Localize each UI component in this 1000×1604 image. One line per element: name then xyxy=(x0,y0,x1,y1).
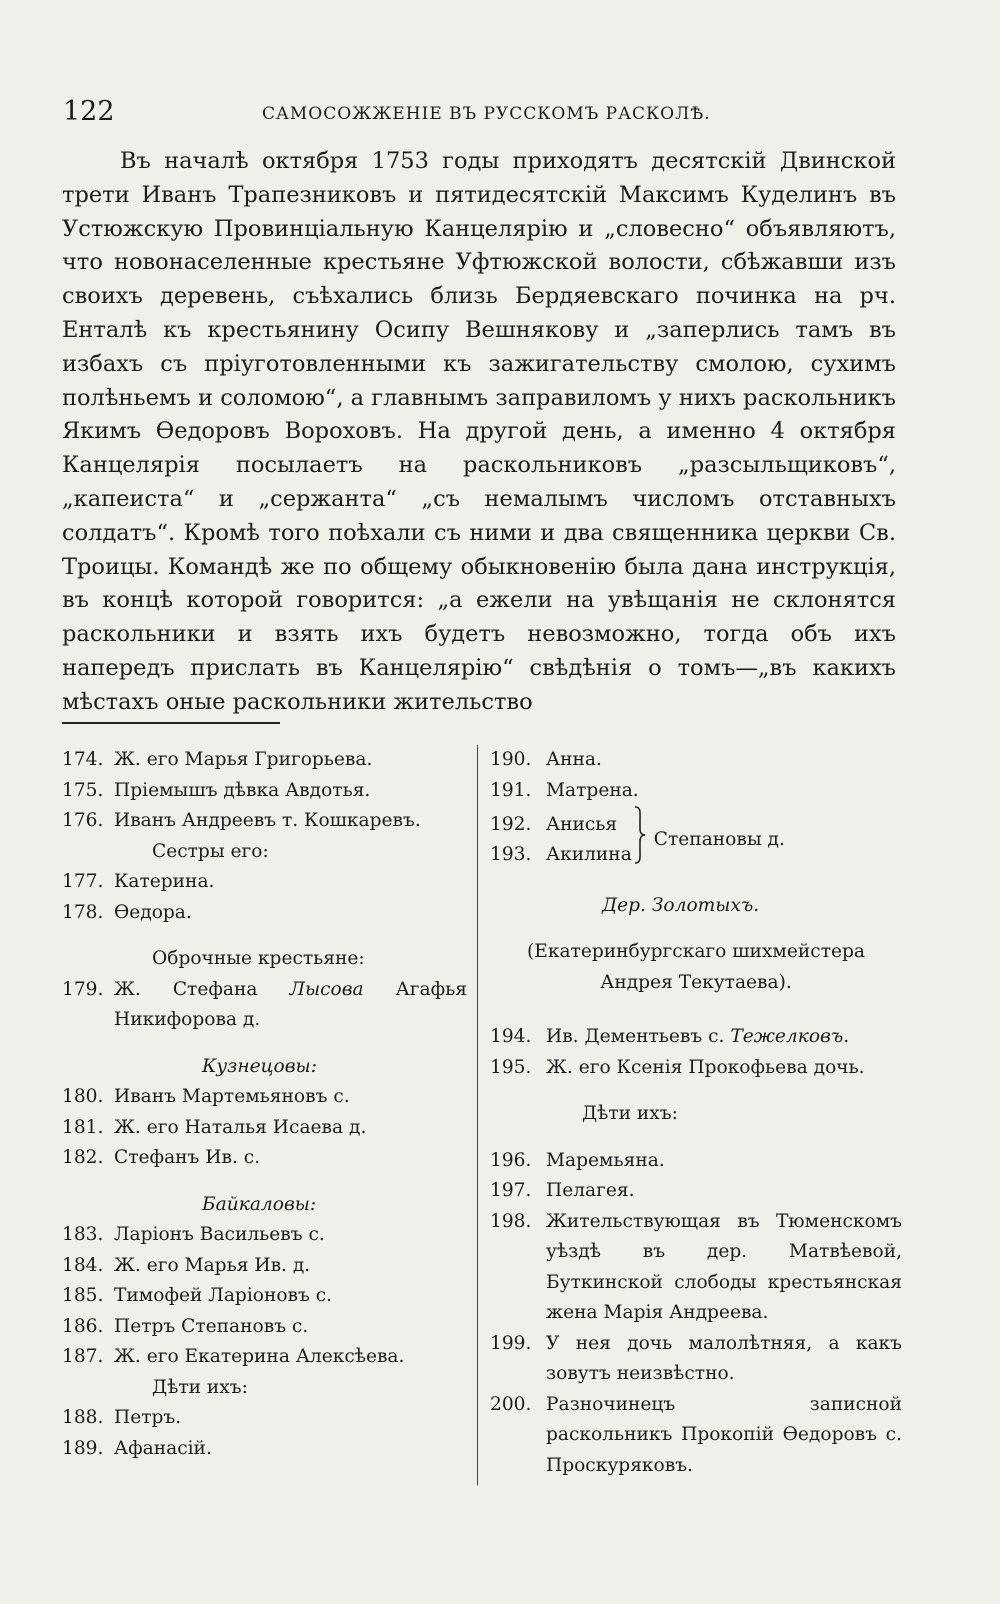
entry-number: 182. xyxy=(62,1147,104,1168)
entry-number: 180. xyxy=(62,1086,104,1107)
entry-number: 177. xyxy=(62,871,104,892)
list-item xyxy=(62,1342,467,1373)
list-item xyxy=(62,806,467,837)
entry-number: 195. xyxy=(490,1056,532,1078)
bracketed-group xyxy=(490,806,902,875)
entry-text: Катерина. xyxy=(114,871,215,892)
left-column xyxy=(62,745,467,1464)
entry-number: 174. xyxy=(62,749,104,770)
entry-text: Жительствующая въ Тюменскомъ уѣздѣ въ дер. Матвѣевой, Буткинской слободы крестьянская жена Марія Андреева. xyxy=(546,1210,902,1323)
list-item xyxy=(62,1434,467,1465)
village-note: (Екатеринбургскаго шихмейстера Андрея Текутаева). xyxy=(527,941,865,993)
entry-text: Маремьяна. xyxy=(546,1149,665,1171)
list-item xyxy=(490,1390,902,1482)
list-item xyxy=(490,1146,902,1177)
entry-number: 198. xyxy=(490,1210,532,1232)
group-label: Степановы д. xyxy=(653,829,785,850)
list-item xyxy=(62,1082,467,1113)
page-number: 122 xyxy=(63,96,115,127)
entry-text: Пріемышъ дѣвка Авдотья. xyxy=(114,779,371,801)
list-item xyxy=(490,745,902,776)
list-item xyxy=(62,867,467,898)
running-title: САМОСОЖЖЕНІЕ ВЪ РУССКОМЪ РАСКОЛѢ. xyxy=(262,104,711,124)
family-heading: Кузнецовы: xyxy=(202,1055,317,1077)
list-item xyxy=(490,840,632,871)
list-item xyxy=(62,1113,467,1144)
entry-number: 190. xyxy=(490,749,532,770)
list-item xyxy=(490,810,632,841)
entry-number: 193. xyxy=(490,844,532,866)
list-item xyxy=(62,776,467,807)
entry-number: 189. xyxy=(62,1437,104,1459)
entry-text: Матрена. xyxy=(546,779,639,801)
entry-text: У нея дочь малолѣтняя, а какъ зовутъ неизвѣстно. xyxy=(546,1332,902,1384)
entry-number: 184. xyxy=(62,1254,104,1276)
list-item xyxy=(62,1281,467,1312)
entry-number: 194. xyxy=(490,1026,532,1047)
entry-number: 176. xyxy=(62,810,104,831)
entry-text: Анисья xyxy=(546,813,618,835)
list-item xyxy=(62,975,467,1036)
list-item xyxy=(490,1329,902,1390)
entry-text: Акилина xyxy=(546,844,632,866)
entry-number: 199. xyxy=(490,1332,532,1354)
entry-text: Ларіонъ Васильевъ с. xyxy=(114,1224,325,1245)
entry-text: Ж. его Марья Ив. д. xyxy=(114,1254,311,1276)
village-heading: Дер. Золотыхъ. xyxy=(602,894,760,916)
list-item xyxy=(62,1143,467,1174)
entry-number: 181. xyxy=(62,1116,104,1138)
entry-text: Петръ Степановъ с. xyxy=(114,1315,309,1337)
entry-number: 188. xyxy=(62,1407,104,1428)
group-heading: Дѣти ихъ: xyxy=(582,1103,678,1124)
entry-number: 197. xyxy=(490,1180,532,1201)
family-heading: Байкаловы: xyxy=(202,1193,317,1215)
entry-text-part: Ив. Дементьевъ с. xyxy=(546,1026,731,1047)
entry-text-italic: Тежелковъ xyxy=(730,1026,844,1047)
entry-text xyxy=(104,975,467,1036)
entry-text: Петръ. xyxy=(114,1407,182,1428)
entry-text xyxy=(536,1022,902,1053)
entry-text: Анна. xyxy=(546,749,602,770)
entry-number: 200. xyxy=(490,1393,532,1415)
group-heading: Сестры его: xyxy=(152,840,269,862)
list-item xyxy=(490,1022,902,1053)
entry-text: Ж. его Ксенія Прокофьева дочь. xyxy=(546,1056,865,1078)
entry-number: 185. xyxy=(62,1285,104,1306)
entry-text: Пелагея. xyxy=(546,1180,635,1201)
entry-text: Ѳедора. xyxy=(114,901,192,923)
list-item xyxy=(62,1403,467,1434)
footnote-rule xyxy=(62,722,280,724)
list-item xyxy=(62,1220,467,1251)
entry-text: Стефанъ Ив. с. xyxy=(114,1147,261,1168)
list-item xyxy=(62,1251,467,1282)
list-item xyxy=(490,1053,902,1084)
entry-number: 196. xyxy=(490,1149,532,1171)
list-item xyxy=(62,898,467,929)
entry-text: Ж. его Марья Григорьева. xyxy=(114,749,373,770)
right-brace-icon xyxy=(634,806,646,875)
group-heading: Оброчные крестьяне: xyxy=(152,948,365,969)
entry-text: Тимофей Ларіоновъ с. xyxy=(114,1285,333,1306)
group-heading: Дѣти ихъ: xyxy=(152,1376,248,1398)
entry-text-part: . xyxy=(843,1026,850,1047)
entry-number: 178. xyxy=(62,901,104,923)
list-item xyxy=(490,776,902,807)
list-item xyxy=(62,1312,467,1343)
list-item xyxy=(62,745,467,776)
entry-text-part: Агафья Никифорова д. xyxy=(114,978,467,1030)
entry-text: Афанасій. xyxy=(114,1437,212,1459)
entry-text: Иванъ Андреевъ т. Кошкаревъ. xyxy=(114,810,421,831)
list-item xyxy=(490,1207,902,1329)
entry-number: 187. xyxy=(62,1346,104,1367)
entry-text-part: Ж. Стефана xyxy=(114,978,290,1000)
entry-number: 175. xyxy=(62,779,104,801)
entry-text-italic: Лысова xyxy=(289,978,364,1000)
entry-text: Разночинецъ записной раскольникъ Прокопій Ѳедоровъ с. Проскуряковъ. xyxy=(546,1393,902,1476)
entry-number: 179. xyxy=(62,978,104,1000)
right-column xyxy=(490,745,902,1481)
entry-number: 183. xyxy=(62,1224,104,1245)
entry-number: 191. xyxy=(490,779,532,801)
list-item xyxy=(490,1176,902,1207)
entry-number: 192. xyxy=(490,813,532,835)
entry-number: 186. xyxy=(62,1315,104,1337)
body-paragraph: Въ началѣ октября 1753 годы приходятъ десятскій Двинской трети Иванъ Трапезниковъ и пятидесятскій Максимъ Куделинъ въ Устюжскую Провинціальную Канцелярію и „словесно“ объявляютъ, что новонаселенные крестьяне Уфтюжской волости, сбѣжавши изъ своихъ деревень, съѣхались близь Бердяевскаго починка на рч. Енталѣ къ крестьянину Осипу Вешнякову и „заперлись тамъ въ избахъ съ пріуготовленными къ зажигательству смолою, сухимъ полѣньемъ и соломою“, а главнымъ заправиломъ у нихъ раскольникъ Якимъ Ѳедоровъ Вороховъ. На другой день, а именно 4 октября Канцелярія посылаетъ на раскольниковъ „разсыльщиковъ“, „капеиста“ и „сержанта“ „съ немалымъ числомъ отставныхъ солдатъ“. Кромѣ того поѣхали съ ними и два священника церкви Св. Троицы. Командѣ же по общему обыкновенію была дана инструкція, въ концѣ которой говорится: „а ежели на увѣщанія не склонятся раскольники и взять ихъ будетъ невозможно, тогда объ ихъ напередъ прислать въ Канцелярію“ свѣдѣнія о томъ—„въ какихъ мѣстахъ оные раскольники жительство xyxy=(62,148,896,715)
entry-text: Ж. его Наталья Исаева д. xyxy=(114,1116,367,1138)
running-head xyxy=(0,96,1000,136)
entry-text: Иванъ Мартемьяновъ с. xyxy=(114,1086,350,1107)
column-divider xyxy=(477,745,478,1485)
entry-text: Ж. его Екатерина Алексѣева. xyxy=(114,1346,405,1367)
